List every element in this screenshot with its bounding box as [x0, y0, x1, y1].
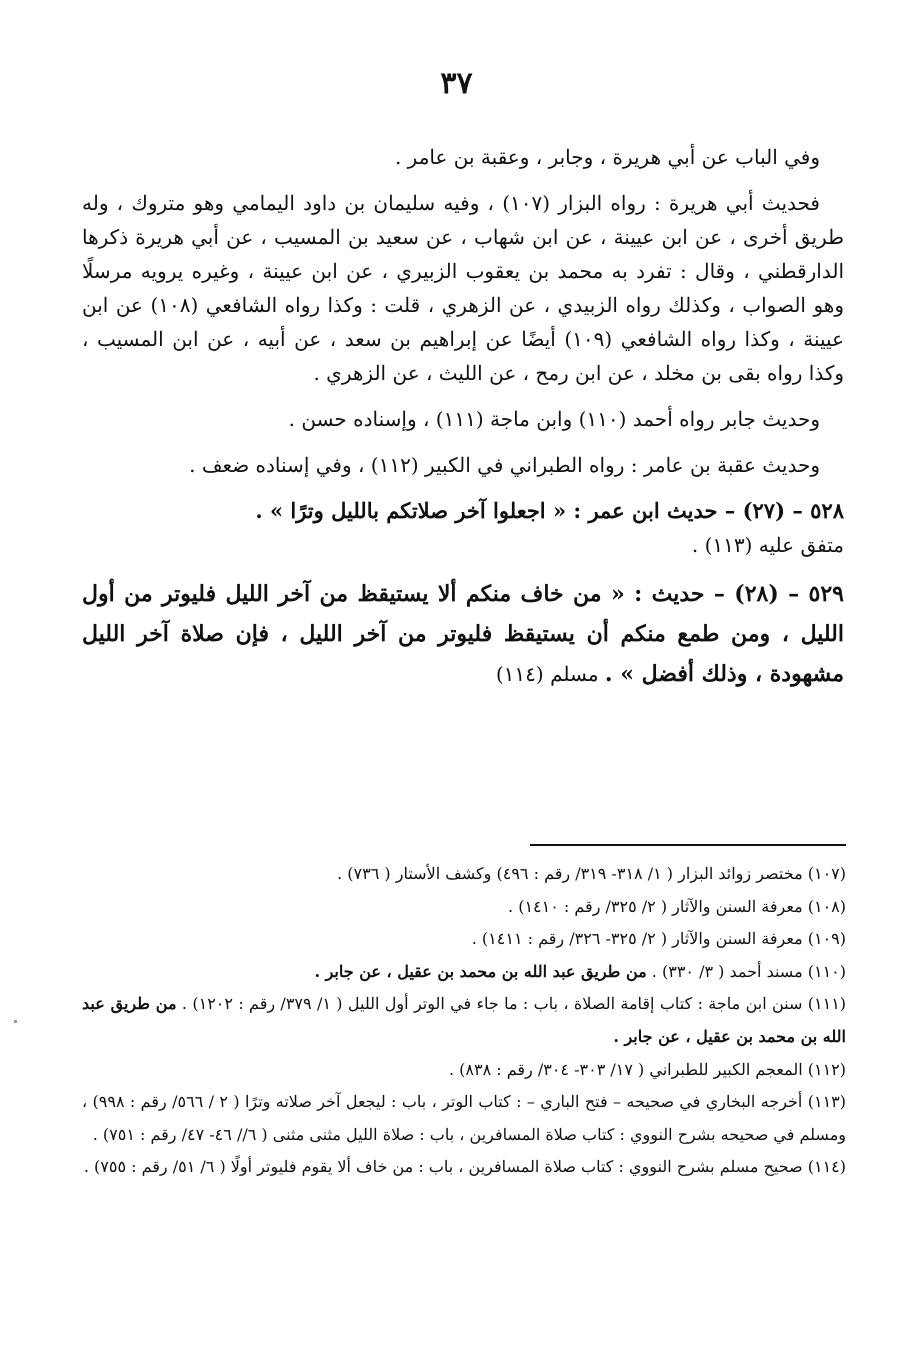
footnote-111-ref: (١١١) سنن ابن ماجة : كتاب إقامة الصلاة ، باب : ما جاء في الوتر أول الليل ( ١/ ٣٧٩/ رقم : ١٢٠٢) . — [181, 994, 847, 1014]
footnote-107: (١٠٧) مختصر زوائد البزار ( ١/ ٣١٨- ٣١٩/ رقم : ٤٩٦) وكشف الأستار ( ٧٣٦) . — [337, 864, 846, 883]
hadith-528-source: متفق عليه (١١٣) . — [691, 533, 844, 557]
footnote-110-ref: (١١٠) مسند أحمد ( ٣/ ٣٣٠) . — [651, 961, 846, 981]
footnote-114: (١١٤) صحيح مسلم بشرح النووي : كتاب صلاة المسافرين ، باب : من خاف ألا يقوم فليوتر أولًا ( ٦/ ٥١/ رقم : ٧٥٥) . — [83, 1157, 846, 1177]
hadith-529-source: مسلم (١١٤) — [495, 662, 599, 686]
paragraph-abu-hurayra: فحديث أبي هريرة : رواه البزار (١٠٧) ، وفيه سليمان بن داود اليمامي وهو متروك ، وله طريق أخرى ، عن ابن عيينة ، عن ابن شهاب ، عن سعيد بن المسيب ، عن أبي هريرة ذكرها الدارقطني ، وقال : تفرد به محمد بن يعقوب الزبيري ، عن ابن عيينة ، وغيره يرويه مرسلًا وهو الصواب ، وكذلك رواه الزبيدي ، عن الزهري ، قلت : وكذا رواه الشافعي (١٠٨) عن ابن عيينة ، وكذا رواه الشافعي (١٠٩) أيضًا عن إبراهيم بن سعد ، عن أبيه ، عن ابن المسيب ، وكذا رواه بقى بن مخلد ، عن ابن رمح ، عن الليث ، عن الزهري . — [82, 191, 845, 385]
footnote-108: (١٠٨) معرفة السنن والآثار ( ٢/ ٣٢٥/ رقم : ١٤١٠) . — [508, 896, 846, 916]
paragraph-uqba: وحديث عقبة بن عامر : رواه الطبراني في الكبير (١١٢) ، وفي إسناده ضعف . — [189, 453, 820, 477]
footnote-110 — [82, 956, 846, 989]
hadith-528: ٥٢٨ – (٢٧) – حديث ابن عمر : « اجعلوا آخر صلاتكم بالليل وترًا » . — [255, 498, 844, 523]
footnote-divider — [530, 844, 846, 846]
main-text — [82, 140, 844, 694]
hadith-529-block — [82, 574, 844, 694]
footnote-111-chain: من طريق عبد الله بن محمد بن عقيل ، عن جابر . — [82, 994, 846, 1046]
footnote-112: (١١٢) المعجم الكبير للطبراني ( ١٧/ ٣٠٣- ٣٠٤/ رقم : ٨٣٨) . — [448, 1059, 846, 1079]
paragraph-jabir: وحديث جابر رواه أحمد (١١٠) وابن ماجة (١١١) ، وإسناده حسن . — [288, 407, 820, 431]
page-number: ٣٧ — [440, 66, 473, 101]
footnote-109: (١٠٩) معرفة السنن والآثار ( ٢/ ٣٢٥- ٣٢٦/ رقم : ١٤١١) . — [471, 929, 846, 949]
paragraph-intro: وفي الباب عن أبي هريرة ، وجابر ، وعقبة بن عامر . — [394, 145, 820, 169]
footnote-111 — [82, 988, 846, 1053]
scan-speck — [14, 1020, 17, 1023]
footnote-110-chain: من طريق عبد الله بن محمد بن عقيل ، عن جابر . — [314, 961, 647, 981]
hadith-529: ٥٢٩ – (٢٨) – حديث : « من خاف منكم ألا يستيقظ من آخر الليل فليوتر من أول الليل ، ومن طمع منكم أن يستيقظ فليوتر من آخر الليل ، فإن صلاة آخر الليل مشهودة ، وذلك أفضل » . — [82, 581, 844, 687]
footnote-113: (١١٣) أخرجه البخاري في صحيحه – فتح الباري – : كتاب الوتر ، باب : ليجعل آخر صلاته وترًا ( ٢ / ٥٦٦/ رقم : ٩٩٨) ، ومسلم في صحيحه بشرح النووي : كتاب صلاة المسافرين ، باب : صلاة الليل مثنى مثنى ( ٦// ٤٦- ٤٧/ رقم : ٧٥١) . — [82, 1092, 846, 1144]
footnotes — [82, 858, 846, 1184]
